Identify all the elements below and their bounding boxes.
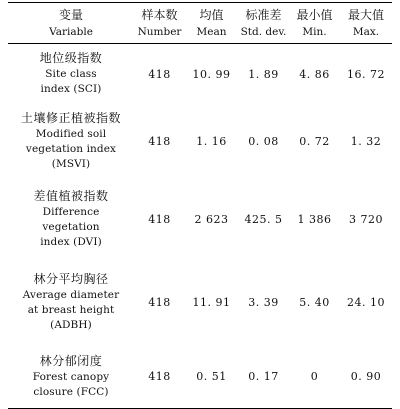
variable-cell — [8, 345, 134, 409]
variable-name-en-line: (MSVI) — [51, 158, 91, 170]
cell-min: 5. 40 — [299, 295, 330, 309]
cell-mean: 2 623 — [194, 212, 229, 226]
cell-min: 0 — [289, 345, 340, 409]
header-row-english — [8, 23, 392, 44]
cell-std-dev: 0. 17 — [238, 345, 289, 409]
variable-name-cn: 土壤修正植被指数 — [20, 111, 121, 125]
variable-name-en-line: closure (FCC) — [33, 385, 109, 398]
header-number-en: Number — [134, 23, 185, 44]
variable-cell — [8, 179, 134, 259]
cell-min: 0. 72 — [299, 135, 330, 148]
variable-name-en-line: Average diameter — [22, 288, 120, 301]
header-max-en: Max. — [340, 23, 392, 44]
cell-max: 16. 72 — [347, 67, 385, 81]
variable-name-en-line: index (DVI) — [40, 235, 102, 248]
cell-max: 0. 90 — [340, 345, 392, 409]
cell-min: 4. 86 — [299, 67, 330, 81]
cell-max: 3 720 — [349, 212, 383, 226]
cell-std-dev: 3. 39 — [248, 295, 279, 309]
variable-cell — [8, 44, 134, 105]
cell-mean: 1. 16 — [196, 135, 227, 148]
cell-number: 418 — [148, 135, 171, 148]
variable-name-en-line: index (SCI) — [40, 83, 102, 95]
header-number-cn: 样本数 — [134, 3, 185, 24]
cell-number: 418 — [148, 212, 171, 226]
header-mean-cn: 均值 — [185, 3, 238, 24]
cell-std-dev: 1. 89 — [248, 67, 279, 81]
variable-name-en-line: Site class — [45, 68, 97, 80]
variable-name-en-line: Forest canopy — [32, 370, 110, 383]
cell-number: 418 — [134, 345, 185, 409]
table-row-fcc — [8, 345, 392, 409]
header-min-cn: 最小值 — [289, 3, 340, 24]
variable-name-en-line: Difference — [42, 205, 100, 218]
cell-max: 1. 32 — [350, 135, 382, 148]
descriptive-statistics-table — [8, 2, 392, 409]
header-std-dev-en: Std. dev. — [238, 23, 289, 44]
header-min-en: Min. — [289, 23, 340, 44]
table-row-adbh — [8, 259, 392, 345]
table-row-dvi — [8, 179, 392, 259]
variable-cell — [8, 259, 134, 345]
cell-mean: 10. 99 — [192, 67, 231, 81]
cell-number: 418 — [148, 295, 171, 309]
header-max-cn: 最大值 — [340, 3, 392, 24]
header-row-chinese — [8, 3, 392, 24]
cell-min: 1 386 — [297, 212, 332, 226]
variable-cell — [8, 104, 134, 179]
table-row-sci — [8, 44, 392, 105]
variable-name-en-line: vegetation — [42, 220, 100, 233]
cell-std-dev: 425. 5 — [244, 212, 283, 226]
header-std-dev-cn: 标准差 — [238, 3, 289, 24]
variable-name-cn: 差值植被指数 — [33, 188, 109, 203]
table-row-msvi — [8, 104, 392, 179]
cell-mean: 11. 91 — [192, 295, 231, 309]
variable-name-cn: 地位级指数 — [39, 51, 103, 65]
cell-max: 24. 10 — [347, 295, 385, 309]
variable-name-en-line: vegetation index — [25, 143, 117, 155]
variable-name-en-line: Modified soil — [35, 128, 107, 140]
cell-number: 418 — [148, 67, 171, 81]
variable-name-cn: 林分平均胸径 — [33, 271, 109, 286]
variable-name-en-line: (ADBH) — [50, 318, 92, 331]
header-variable-en: Variable — [8, 23, 134, 44]
cell-std-dev: 0. 08 — [248, 135, 279, 148]
header-mean-en: Mean — [185, 23, 238, 44]
cell-mean: 0. 51 — [185, 345, 238, 409]
variable-name-en-line: at breast height — [27, 303, 115, 316]
header-variable-cn: 变量 — [8, 3, 134, 24]
variable-name-cn: 林分郁闭度 — [39, 353, 103, 368]
